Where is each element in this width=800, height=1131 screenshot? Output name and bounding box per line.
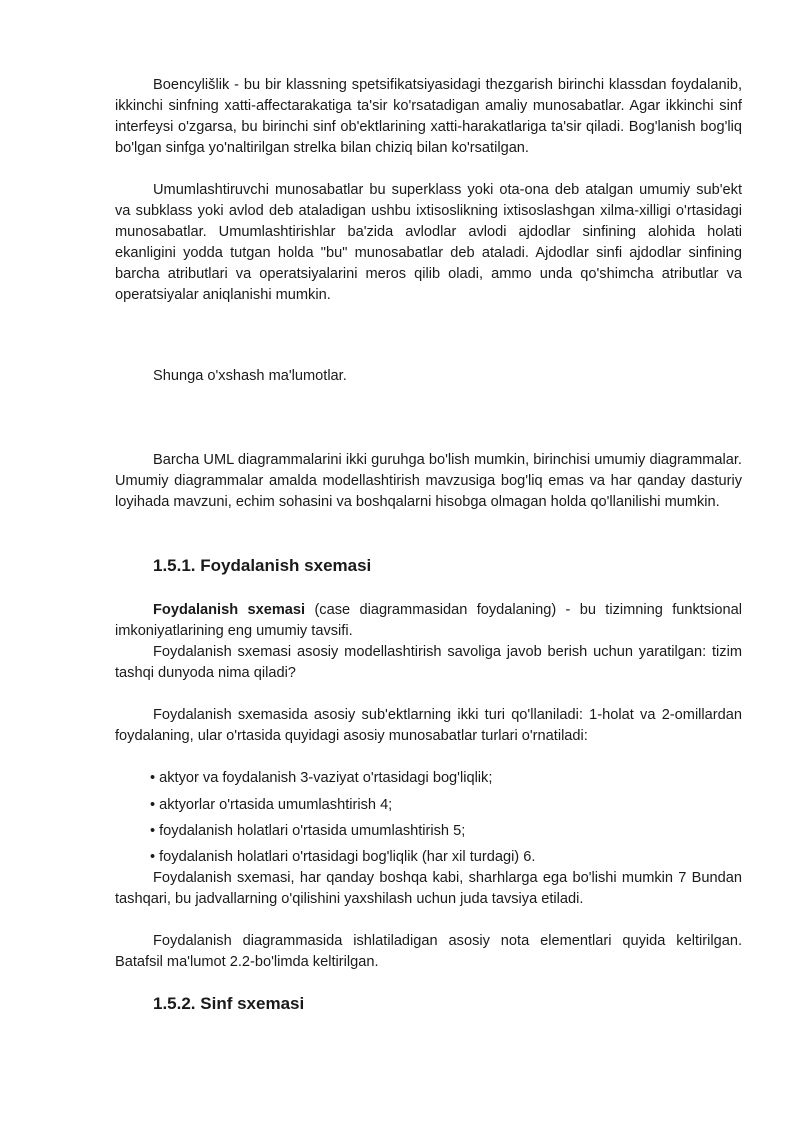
bullet-icon: • bbox=[150, 849, 156, 865]
section-heading-class-diagram: 1.5.2. Sinf sxemasi bbox=[153, 994, 305, 1013]
paragraph-use-case-definition bbox=[115, 600, 742, 642]
bullet-text: foydalanish holatlari o'rtasidagi bog'liqlik (har xil turdagi) 6. bbox=[159, 849, 536, 865]
paragraph-entity-types: Foydalanish sxemasida asosiy sub'ektlarning ikki turi qo'llaniladi: 1-holat va 2-omillardan foydalaning, ular o'rtasida quyidagi asosiy munosabatlar turlari o'rnatiladi: bbox=[115, 707, 742, 744]
section-heading-use-case: 1.5.1. Foydalanish sxemasi bbox=[153, 556, 372, 575]
term-use-case-diagram: Foydalanish sxemasi bbox=[153, 602, 306, 618]
paragraph-comments: Foydalanish sxemasi, har qanday boshqa kabi, sharhlarga ega bo'lishi mumkin 7 Bundan tashqari, bu jadvallarning o'qilishini yaxshilash uchun juda tavsiya etiladi. bbox=[115, 870, 742, 907]
bullet-text: aktyorlar o'rtasida umumlashtirish 4; bbox=[159, 797, 393, 813]
paragraph-use-case-purpose: Foydalanish sxemasi asosiy modellashtirish savoliga javob berish uchun yaratilgan: tizim tashqi dunyoda nima qiladi? bbox=[115, 644, 742, 681]
bullet-text: aktyor va foydalanish 3-vaziyat o'rtasidagi bog'liqlik; bbox=[159, 770, 493, 786]
bullet-item bbox=[150, 847, 742, 868]
paragraph-similar-info: Shunga o'xshash ma'lumotlar. bbox=[153, 368, 347, 384]
paragraph-dependency: Boencylišlik - bu bir klassning spetsifikatsiyasidagi thezgarish birinchi klassdan foydalanib, ikkinchi sinfning xatti-affectarakatiga ta'sir ko'rsatadigan amaliy munosabatlar. Agar ikkinchi sinf interfeysi o'zgarsa, bu birinchi sinf ob'ektlarining xatti-harakatlariga ta'sir qiladi. Bog'lanish bog'liq bo'lgan sinfga yo'naltirilgan strelka bilan chiziq bilan ko'rsatilgan. bbox=[115, 77, 742, 156]
paragraph-notation-elements: Foydalanish diagrammasida ishlatiladigan asosiy nota elementlari quyida keltirilgan. Batafsil ma'lumot 2.2-bo'limda keltirilgan. bbox=[115, 933, 742, 970]
paragraph-generalization: Umumlashtiruvchi munosabatlar bu superklass yoki ota-ona deb atalgan umumiy sub'ekt va subklass yoki avlod deb ataladigan ushbu ixtisoslikning ixtisoslashgan xilma-xilligi o'rtasidagi munosabatlar. Umumlashtirishlar ba'zida avlodlar avlodi ajdodlar sinfining alohida holati ekanligini yodda tutgan holda "bu" munosabatlar deb ataladi. Ajdodlar sinfi ajdodlar sinfining barcha atributlari va operatsiyalarini meros qilib oladi, ammo unda qo'shimcha atributlar va operatsiyalar aniqlanishi mumkin. bbox=[115, 182, 742, 303]
bullet-icon: • bbox=[150, 770, 156, 786]
definition-text: (case diagrammasidan foydalaning) - bu tizimning funktsional imkoniyatlarining eng umumiy tavsifi. bbox=[115, 602, 742, 639]
bullet-item bbox=[150, 768, 742, 789]
bullet-item bbox=[150, 795, 742, 816]
bullet-icon: • bbox=[150, 823, 156, 839]
paragraph-uml-groups: Barcha UML diagrammalarini ikki guruhga bo'lish mumkin, birinchisi umumiy diagrammalar. Umumiy diagrammalar amalda modellashtirish mavzusiga bog'liq emas va har qanday dasturiy loyihada mavzuni, echim sohasini va boshqalarni hisobga olmagan holda qo'llanilishi mumkin. bbox=[115, 452, 742, 510]
bullet-item bbox=[150, 821, 742, 842]
bullet-text: foydalanish holatlari o'rtasida umumlashtirish 5; bbox=[159, 823, 466, 839]
bullet-icon: • bbox=[150, 797, 156, 813]
